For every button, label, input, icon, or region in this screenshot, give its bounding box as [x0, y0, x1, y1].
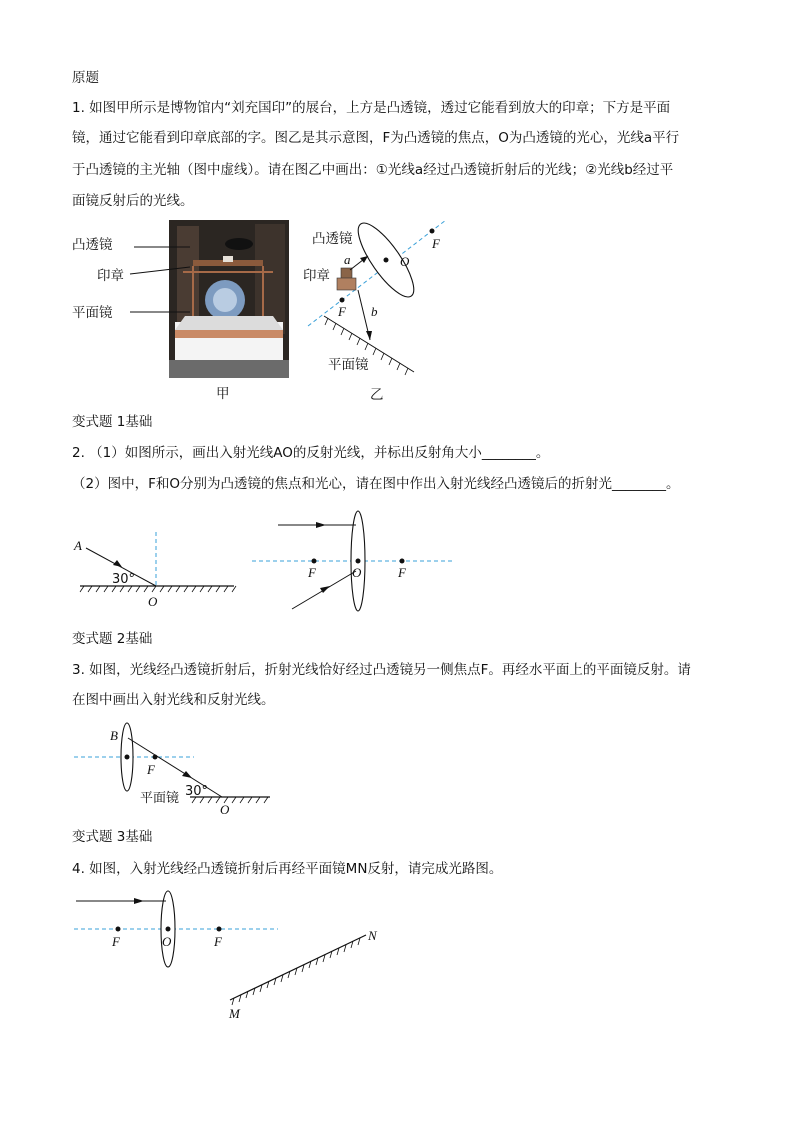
question-1-line-4: 面镜反射后的光线。	[72, 193, 194, 209]
label-f-point-3: F	[147, 762, 155, 777]
question-2-part-2: （2）图中，F和O分别为凸透镜的焦点和光心，请在图中作出入射光线经凸透镜后的折射光________。	[72, 476, 680, 492]
optical-center-4	[166, 927, 171, 932]
focus-point-3	[153, 755, 158, 760]
focus-point	[430, 229, 435, 234]
label-b-point: B	[110, 728, 118, 743]
label-f-right-4: F	[214, 934, 222, 949]
diagram-lens-mirror-mn	[72, 888, 392, 1026]
question-1-line-2: 镜，通过它能看到印章底部的字。图乙是其示意图，F为凸透镜的焦点，O为凸透镜的光心，光线a平行	[72, 130, 680, 146]
diagram-lens-mirror	[72, 722, 282, 822]
question-2-part-1: 2. （1）如图所示，画出入射光线AO的反射光线，并标出反射角大小________。	[72, 445, 550, 461]
focus-right	[400, 559, 405, 564]
focus-point-2	[340, 298, 345, 303]
label-plane-mirror: 平面镜	[72, 305, 113, 321]
optical-center	[384, 258, 389, 263]
label-convex-lens: 凸透镜	[72, 237, 113, 253]
label-o-center-4: O	[162, 934, 172, 949]
label-o-center: O	[352, 565, 362, 580]
mirror-hatching-1	[80, 586, 236, 592]
museum-display-photo	[169, 220, 289, 378]
question-3-line-2: 在图中画出入射光线和反射光线。	[72, 692, 275, 708]
label-o: O	[400, 254, 410, 269]
question-4-line-1: 4. 如图，入射光线经凸透镜折射后再经平面镜MN反射，请完成光路图。	[72, 861, 503, 877]
caption-jia: 甲	[216, 386, 230, 402]
label-angle-30: 30°	[112, 572, 136, 587]
seal-body-icon	[337, 278, 356, 290]
label-angle-30-3: 30°	[185, 784, 209, 799]
section-heading-variant-2: 变式题 2基础	[72, 631, 153, 647]
section-heading-variant-3: 变式题 3基础	[72, 829, 153, 845]
label-f-left: F	[308, 565, 316, 580]
focus-right-4	[217, 927, 222, 932]
yi-label-plane-mirror: 平面镜	[328, 357, 369, 373]
diagram-lens-refraction	[248, 505, 458, 617]
question-1-line-1: 1. 如图甲所示是博物馆内“刘充国印”的展台，上方是凸透镜，透过它能看到放大的印章；下方是平面	[72, 100, 671, 116]
mirror-mn	[230, 935, 366, 1000]
caption-yi: 乙	[370, 387, 384, 403]
yi-label-seal: 印章	[303, 268, 330, 284]
label-f-2: F	[338, 304, 346, 319]
label-f: F	[432, 236, 440, 251]
focus-left-4	[116, 927, 121, 932]
label-m-point: M	[229, 1006, 240, 1021]
section-heading-variant-1: 变式题 1基础	[72, 414, 153, 430]
mirror-hatching-4	[232, 938, 360, 1005]
label-n-point: N	[368, 928, 377, 943]
label-seal: 印章	[97, 268, 124, 284]
question-1-line-3: 于凸透镜的主光轴（图中虚线）。请在图乙中画出：①光线a经过凸透镜折射后的光线；②光线b经过平	[72, 162, 674, 178]
question-3-line-1: 3. 如图，光线经凸透镜折射后，折射光线恰好经过凸透镜另一侧焦点F。再经水平面上的平面镜反射。请	[72, 662, 691, 678]
label-a: a	[344, 252, 351, 267]
optical-center-2	[356, 559, 361, 564]
yi-label-convex-lens: 凸透镜	[312, 231, 353, 247]
section-heading-original: 原题	[72, 70, 99, 86]
label-f-right: F	[398, 565, 406, 580]
label-o-point: O	[148, 594, 158, 609]
label-f-left-4: F	[112, 934, 120, 949]
focus-left	[312, 559, 317, 564]
optical-center-3	[125, 755, 130, 760]
diagram-reflection	[72, 528, 242, 618]
label-plane-mirror-3: 平面镜	[140, 791, 180, 806]
label-a-point: A	[74, 538, 82, 553]
label-o-point-3: O	[220, 802, 230, 817]
label-b: b	[371, 304, 378, 319]
